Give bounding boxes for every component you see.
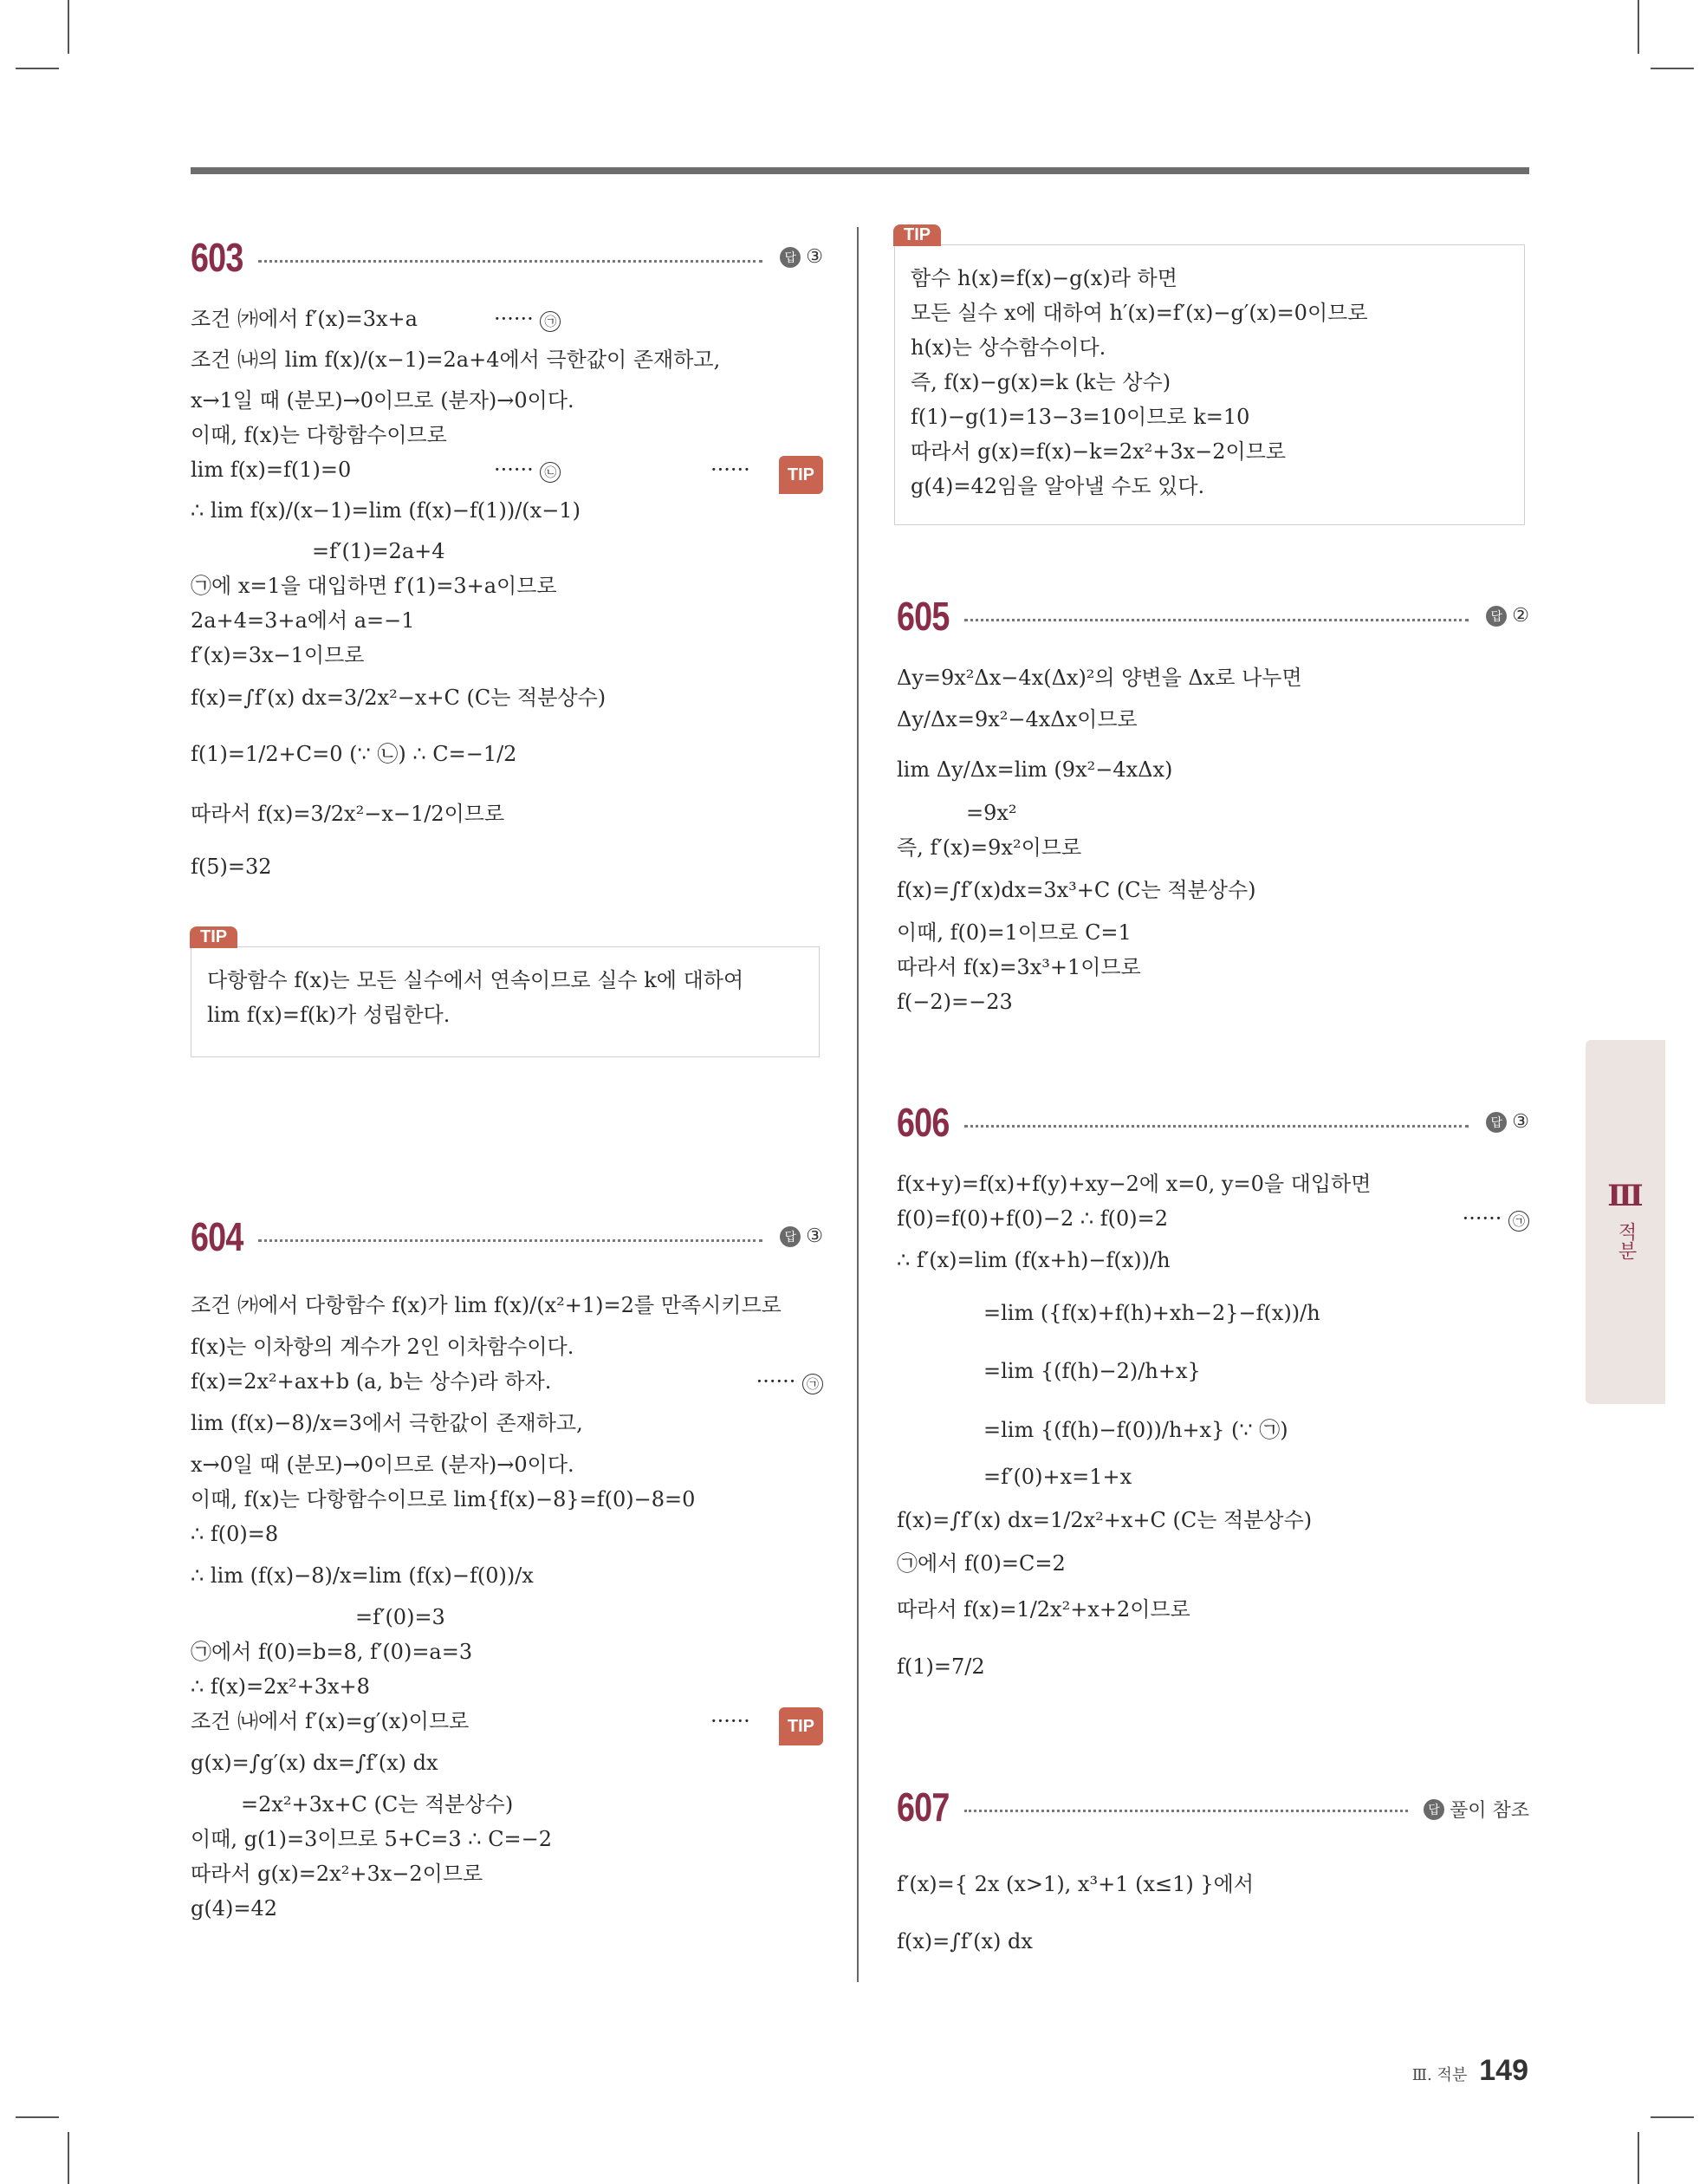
tip-line: h(x)는 상수함수이다. [911,335,1106,360]
problem-number: 603 [191,235,243,280]
answer-icon: 답 [1424,1799,1444,1820]
tip-line: 모든 실수 x에 대하여 h′(x)=f′(x)−g′(x)=0이므로 [911,301,1368,325]
solution-line: ∴ lim (f(x)−8)/x=lim (f(x)−f(0))/x [191,1563,534,1588]
solution-line: =lim {(f(h)−f(0))/h+x} (∵ ㉠) [983,1418,1288,1442]
crop-mark [1651,68,1694,69]
problem-header [897,1099,1529,1151]
answer [1486,605,1529,627]
solution-line: f′(x)=3x−1이므로 [191,643,365,667]
crop-mark [68,2132,69,2184]
crop-mark [16,68,59,69]
tip-button[interactable]: TIP [779,456,823,494]
answer-value: ② [1512,605,1529,627]
circled-mark: ㉠ [1508,1211,1529,1232]
solution-line: ∴ f′(x)=lim (f(x+h)−f(x))/h [897,1248,1171,1272]
solution-line: f(−2)=−23 [897,990,1013,1014]
solution-line: 조건 ㈏의 lim f(x)/(x−1)=2a+4에서 극한값이 존재하고, [191,348,721,372]
answer [780,246,823,268]
answer-icon: 답 [1486,1112,1507,1133]
page-number: 149 [1479,2054,1528,2087]
footer-section: Ⅲ. 적분 [1411,2066,1468,2084]
answer-icon: 답 [780,1226,801,1247]
solution-line: ∴ f(0)=8 [191,1522,279,1546]
circled-mark: ㉠ [540,311,561,332]
solution-line: ㉠에서 f(0)=b=8, f′(0)=a=3 [191,1640,473,1664]
solution-line: g(4)=42 [191,1896,278,1921]
problem-header [191,234,823,286]
problem-header [191,1213,823,1265]
solution-line: 따라서 f(x)=3x³+1이므로 [897,955,1141,979]
solution-line: f(1)=7/2 [897,1654,985,1679]
leader-dots [964,1810,1408,1812]
solution-line: f(x+y)=f(x)+f(y)+xy−2에 x=0, y=0을 대입하면 [897,1172,1372,1196]
solution-line: x→0일 때 (분모)→0이므로 (분자)→0이다. [191,1453,574,1477]
solution-line: f(x)=∫f′(x) dx=1/2x²+x+C (C는 적분상수) [897,1508,1313,1532]
tip-line: 따라서 g(x)=f(x)−k=2x²+3x−2이므로 [911,439,1287,464]
solution-line: 따라서 f(x)=3/2x²−x−1/2이므로 [191,802,505,826]
crop-mark [1638,2132,1639,2184]
answer-icon: 답 [1486,606,1507,627]
circled-mark: ㉠ [802,1374,823,1394]
solution-line: =lim {(f(h)−2)/h+x} [983,1359,1201,1383]
answer [780,1225,823,1247]
solution-line: g(x)=∫g′(x) dx=∫f′(x) dx [191,1751,438,1775]
problem-number: 604 [191,1214,243,1259]
solution-line: =9x² [966,801,1017,825]
solution-line: lim (f(x)−8)/x=3에서 극한값이 존재하고, [191,1411,583,1435]
tip-label: TIP [190,926,237,948]
solution-line: 2a+4=3+a에서 a=−1 [191,608,415,633]
answer-value: ③ [1512,1111,1529,1133]
crop-mark [16,2116,59,2118]
solution-line: f(x)=2x²+ax+b (a, b는 상수)라 하자. ······ ㉠ [191,1364,823,1399]
leader-dots [964,619,1469,621]
crop-mark [68,0,69,54]
answer-value: ③ [806,246,823,268]
answer-value: 풀이 참조 [1449,1800,1529,1822]
solution-line: =f′(0)+x=1+x [983,1465,1132,1489]
tip-line: g(4)=42임을 알아낼 수도 있다. [911,474,1205,498]
solution-line: ㉠에서 f(0)=C=2 [897,1551,1066,1576]
chapter-word: 적분 [1615,1222,1637,1260]
solution-line: ㉠에 x=1을 대입하면 f′(1)=3+a이므로 [191,574,557,598]
tip-box-603 [191,927,820,1057]
solution-line: x→1일 때 (분모)→0이므로 (분자)→0이다. [191,388,574,413]
circled-mark: ㉡ [540,462,561,483]
solution-line: f(0)=f(0)+f(0)−2 ∴ f(0)=2 ······ ㉠ [897,1201,1529,1236]
problem-header [897,593,1529,645]
crop-mark [1651,2116,1694,2118]
problem-number: 606 [897,1100,950,1145]
solution-line: =2x²+3x+C (C는 적분상수) [241,1792,514,1817]
solution-line: lim f(x)=f(1)=0 ······ ㉡ ······ TIP [191,452,823,487]
chapter-side-tab[interactable] [1586,1040,1665,1404]
solution-line: f(x)=∫f′(x)dx=3x³+C (C는 적분상수) [897,878,1256,902]
column-divider [857,227,859,1982]
solution-line: f(5)=32 [191,855,272,879]
solution-line: 조건 ㈎에서 f′(x)=3x+a ······ ㉠ [191,302,823,336]
tip-label: TIP [893,224,941,246]
page-footer [1412,2054,1528,2088]
problem-603 [191,234,823,891]
answer [1486,1111,1529,1133]
problem-number: 605 [897,594,950,639]
leader-dots [258,1239,762,1242]
solution-line: ∴ lim f(x)/(x−1)=lim (f(x)−f(1))/(x−1) [191,498,581,523]
solution-line: ∴ f(x)=2x²+3x+8 [191,1674,370,1699]
problem-606 [897,1099,1529,1695]
tip-line: f(1)−g(1)=13−3=10이므로 k=10 [911,405,1250,429]
solution-line: =f′(0)=3 [355,1605,445,1629]
solution-line: 조건 ㈎에서 다항함수 f(x)가 lim f(x)/(x²+1)=2를 만족시키므로 [191,1293,782,1317]
tip-line: 함수 h(x)=f(x)−g(x)라 하면 [911,266,1177,290]
solution-line: f′(x)={ 2x (x>1), x³+1 (x≤1) }에서 [897,1872,1255,1896]
problem-607 [897,1784,1529,1966]
tip-box-604 [894,225,1525,525]
problem-number: 607 [897,1784,950,1830]
solution-line: Δy/Δx=9x²−4xΔx이므로 [897,707,1138,731]
tip-line: lim f(x)=f(k)가 성립한다. [207,1003,451,1027]
solution-line: 이때, f(x)는 다항함수이므로 [191,423,447,447]
solution-line: f(1)=1/2+C=0 (∵ ㉡) ∴ C=−1/2 [191,742,517,766]
solution-line: Δy=9x²Δx−4x(Δx)²의 양변을 Δx로 나누면 [897,666,1302,690]
problem-605 [897,593,1529,1019]
tip-line: 다항함수 f(x)는 모든 실수에서 연속이므로 실수 k에 대하여 [207,968,744,992]
problem-header [897,1784,1529,1836]
tip-line: 즉, f(x)−g(x)=k (k는 상수) [911,370,1171,394]
solution-line: f(x)는 이차항의 계수가 2인 이차함수이다. [191,1335,574,1359]
solution-line: f(x)=∫f′(x) dx=3/2x²−x+C (C는 적분상수) [191,686,607,710]
solution-line: =f′(1)=2a+4 [312,539,445,563]
solution-line: =lim ({f(x)+f(h)+xh−2}−f(x))/h [983,1301,1320,1325]
answer [1424,1796,1529,1823]
answer-value: ③ [806,1225,823,1247]
header-rule [191,167,1529,174]
solution-line: 이때, g(1)=3이므로 5+C=3 ∴ C=−2 [191,1827,553,1851]
solution-line: lim Δy/Δx=lim (9x²−4xΔx) [897,757,1173,782]
solution-line: 따라서 g(x)=2x²+3x−2이므로 [191,1862,483,1886]
solution-line: 이때, f(0)=1이므로 C=1 [897,920,1132,945]
solution-line: 즉, f′(x)=9x²이므로 [897,835,1082,860]
solution-line: 조건 ㈏에서 f′(x)=g′(x)이므로 ······ TIP [191,1704,823,1739]
tip-button[interactable]: TIP [779,1707,823,1745]
problem-604 [191,1213,823,1926]
solution-line: 따라서 f(x)=1/2x²+x+2이므로 [897,1597,1190,1622]
crop-mark [1638,0,1639,54]
chapter-roman: Ⅲ [1607,1179,1644,1213]
leader-dots [964,1125,1469,1128]
leader-dots [258,260,762,263]
solution-line: 이때, f(x)는 다항함수이므로 lim{f(x)−8}=f(0)−8=0 [191,1487,696,1511]
answer-icon: 답 [780,247,801,268]
solution-line: f(x)=∫f′(x) dx [897,1929,1033,1953]
